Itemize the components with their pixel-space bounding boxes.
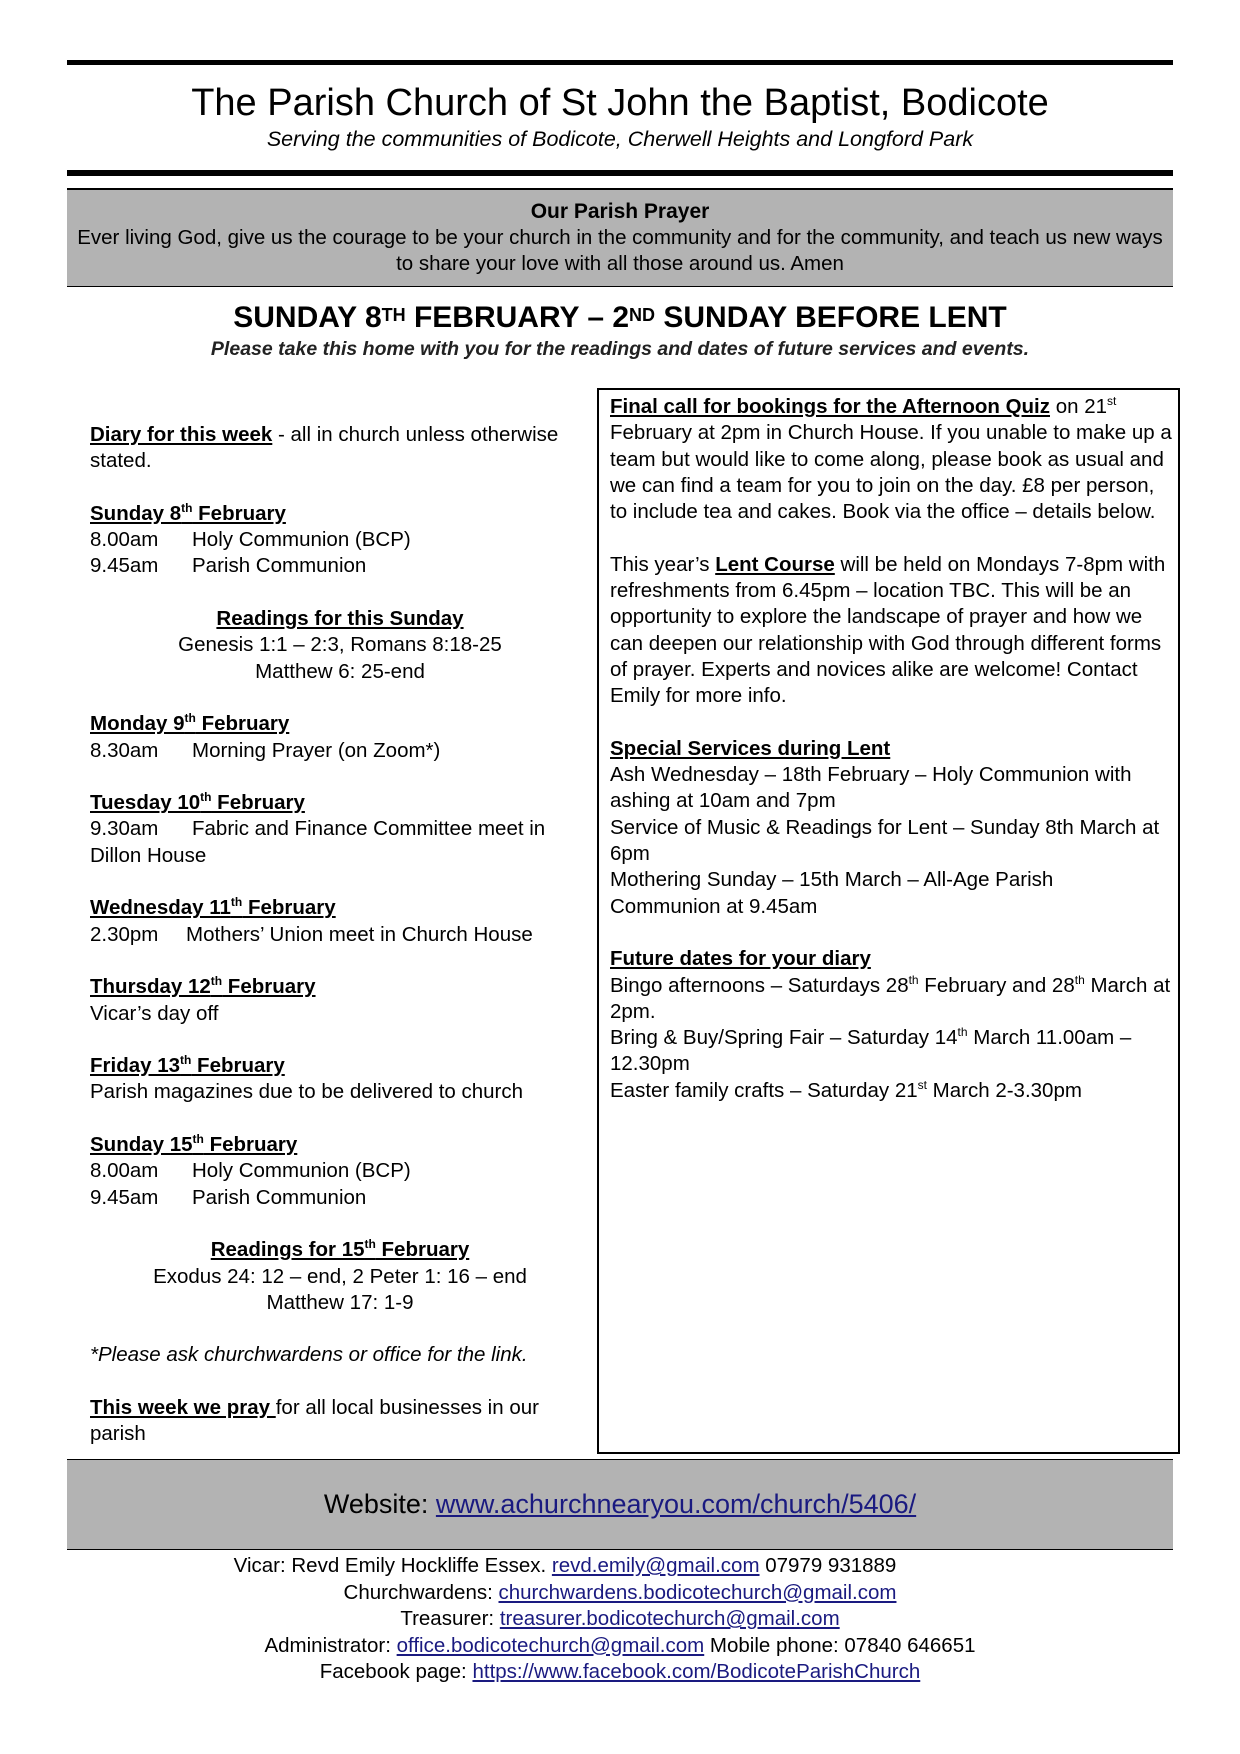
readings-15th (90, 1237, 590, 1316)
day-heading-text: Tuesday 10th February (90, 790, 305, 815)
top-rule (67, 60, 1173, 65)
treasurer-email-link[interactable]: treasurer.bodicotechurch@gmail.com (499, 1607, 840, 1630)
zoom-note: *Please ask churchwardens or office for the link. (90, 1343, 528, 1367)
day-heading (90, 1053, 590, 1079)
day-heading (90, 1132, 590, 1158)
main-heading (67, 300, 1173, 336)
special-service-item: Ash Wednesday – 18th February – Holy Communion with ashing at 10am and 7pm (610, 763, 1132, 813)
future-date-item: Bingo afternoons – Saturdays 28th February and 28th March at 2pm. (610, 972, 1171, 1023)
page-tagline: Serving the communities of Bodicote, Cherwell Heights and Longford Park (266, 127, 974, 151)
diary-heading: Diary for this week (90, 423, 273, 446)
day-heading (90, 711, 590, 737)
diary-entry (90, 527, 590, 553)
diary-entry (90, 553, 590, 579)
readings-heading: Readings for this Sunday (216, 607, 464, 631)
header-bottom-rule (67, 170, 1173, 176)
website-link[interactable]: www.achurchnearyou.com/church/5406/ (435, 1489, 917, 1519)
diary-intro-text: - all in church unless otherwise stated. (90, 423, 559, 473)
day-heading-text: Sunday 15th February (90, 1132, 298, 1157)
website-label: Website: (323, 1489, 436, 1519)
entry-time: 8.00am (90, 528, 159, 552)
quiz-notice: Final call for bookings for the Afternoon Quiz on 21st February at 2pm in Church House. If you unable to make up a team but would like to come along, please book as usual and we can find a team for you to join on the day. £8 per person, to include tea and cakes. Book via the office – details below. (610, 394, 1172, 524)
future-date-item: Easter family crafts – Saturday 21st March 2-3.30pm (610, 1077, 1082, 1102)
entry-time: 2.30pm (90, 922, 159, 946)
day-heading-text: Wednesday 11th February (90, 895, 336, 920)
vicar-contact: Vicar: Revd Emily Hockliffe Essex. revd.emily@gmail.com 07979 931889 (233, 1554, 897, 1577)
future-dates-heading: Future dates for your diary (610, 947, 871, 971)
entry-event: Parish Communion (192, 1185, 367, 1209)
heading-sup: ND (629, 305, 656, 325)
facebook-contact: Facebook page: https://www.facebook.com/BodicoteParishChurch (319, 1660, 921, 1683)
entry-time: 9.45am (90, 1185, 159, 1209)
day-heading (90, 501, 590, 527)
diary-entry (90, 816, 550, 869)
lent-course-heading: Lent Course (715, 552, 835, 576)
vicar-email-link[interactable]: revd.emily@gmail.com (551, 1554, 760, 1577)
special-service-item: Mothering Sunday – 15th March – All-Age Parish Communion at 9.45am (610, 868, 1054, 918)
churchwardens-contact: Churchwardens: churchwardens.bodicotechurch@gmail.com (343, 1580, 897, 1604)
entry-event: Holy Communion (BCP) (192, 1159, 411, 1183)
prayer-text: Ever living God, give us the courage to be your church in the community and for the community, and teach us new ways to share your love with all those around us. Amen (77, 226, 1163, 275)
heading-part: SUNDAY 8 (233, 301, 382, 334)
readings-heading: Readings for 15th February (210, 1237, 470, 1262)
day-heading (90, 790, 590, 816)
special-service-item: Service of Music & Readings for Lent – Sunday 8th March at 6pm (610, 815, 1160, 866)
special-services-heading: Special Services during Lent (610, 736, 891, 760)
entry-event: Fabric and Finance Committee meet in Dillon House (90, 817, 546, 867)
churchwardens-email-link[interactable]: churchwardens.bodicotechurch@gmail.com (498, 1580, 897, 1604)
parish-prayer-box (67, 188, 1173, 287)
entry-event: Morning Prayer (on Zoom*) (192, 738, 441, 762)
lent-course-notice: This year’s Lent Course will be held on Mondays 7-8pm with refreshments from 6.45pm – location TBC. This will be an opportunity to explore the landscape of prayer and how we can deepen our relationship with God through different forms of prayer. Experts and novices alike are welcome! Contact Emily for more info. (610, 552, 1166, 708)
day-heading-text: Monday 9th February (90, 711, 290, 736)
entry-time: 8.00am (90, 1159, 159, 1183)
diary-intro (90, 422, 590, 475)
treasurer-contact: Treasurer: treasurer.bodicotechurch@gmail.com (400, 1607, 840, 1630)
entry-event: Mothers’ Union meet in Church House (186, 922, 533, 946)
diary-entry (90, 738, 590, 764)
future-date-item: Bring & Buy/Spring Fair – Saturday 14th March 11.00am – 12.30pm (610, 1025, 1132, 1076)
entry-event: Holy Communion (BCP) (192, 528, 411, 552)
prayer-focus-heading: This week we pray (90, 1395, 276, 1419)
day-heading (90, 974, 590, 1000)
diary-entry (90, 1158, 590, 1184)
entry-time: 8.30am (90, 738, 159, 762)
prayer-focus-text: for all local businesses in our parish (90, 1395, 539, 1446)
entry-time: 9.45am (90, 554, 159, 578)
contacts-footer (67, 1553, 1173, 1686)
reading-line: Exodus 24: 12 – end, 2 Peter 1: 16 – end (153, 1264, 527, 1288)
diary-entry (90, 922, 590, 948)
prayer-heading: Our Parish Prayer (530, 200, 710, 223)
heading-part: FEBRUARY – 2 (405, 301, 630, 334)
day-heading-text: Thursday 12th February (90, 974, 316, 999)
notices-box (597, 388, 1180, 1454)
website-band (67, 1459, 1173, 1550)
readings-this-sunday (90, 606, 590, 685)
reading-line: Genesis 1:1 – 2:3, Romans 8:18-25 (178, 633, 502, 657)
main-subtitle: Please take this home with you for the readings and dates of future services and events. (210, 338, 1030, 360)
entry-event: Parish Communion (192, 554, 367, 578)
reading-line: Matthew 6: 25-end (255, 659, 425, 683)
admin-email-link[interactable]: office.bodicotechurch@gmail.com (396, 1633, 705, 1657)
prayer-focus (90, 1395, 560, 1448)
diary-entry: Vicar’s day off (90, 1001, 219, 1025)
entry-time: 9.30am (90, 817, 159, 841)
facebook-link[interactable]: https://www.facebook.com/BodicoteParishChurch (472, 1660, 921, 1683)
day-heading (90, 895, 590, 921)
diary-entry (90, 1185, 590, 1211)
day-heading-text: Friday 13th February (90, 1053, 285, 1078)
page-title: The Parish Church of St John the Baptist, Bodicote (191, 82, 1049, 124)
diary-column (90, 422, 590, 1448)
reading-line: Matthew 17: 1-9 (266, 1290, 414, 1314)
day-heading-text: Sunday 8th February (90, 501, 286, 525)
quiz-heading: Final call for bookings for the Afternoon Quiz (610, 395, 1050, 418)
heading-sup: TH (381, 305, 406, 325)
administrator-contact: Administrator: office.bodicotechurch@gmail.com Mobile phone: 07840 646651 (264, 1633, 976, 1657)
diary-entry: Parish magazines due to be delivered to church (90, 1080, 524, 1104)
heading-part: SUNDAY BEFORE LENT (655, 301, 1007, 334)
